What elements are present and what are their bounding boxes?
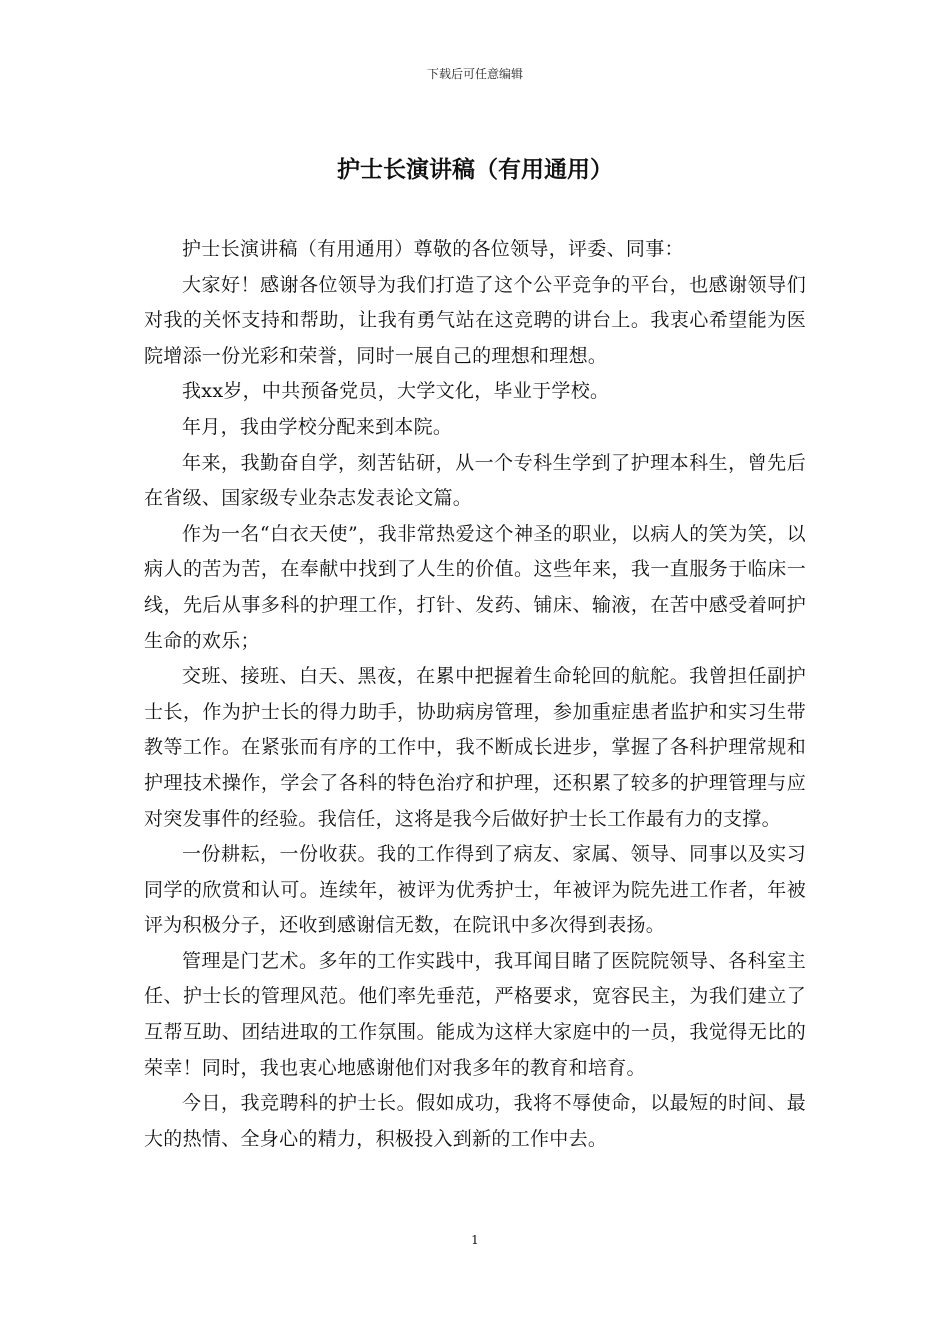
paragraph: 交班、接班、白天、黑夜，在累中把握着生命轮回的航舵。我曾担任副护士长，作为护士长的得力助手，协助病房管理，参加重症患者监护和实习生带教等工作。在紧张而有序的工作中，我不断成长进步，掌握了各科护理常规和护理技术操作，学会了各科的特色治疗和护理，还积累了较多的护理管理与应对突发事件的经验。我信任，这将是我今后做好护士长工作最有力的支撑。 xyxy=(144,665,806,830)
paragraph: 我xx岁，中共预备党员，大学文化，毕业于学校。 xyxy=(182,380,610,403)
paragraph: 今日，我竞聘科的护士长。假如成功，我将不辱使命，以最短的时间、最大的热情、全身心的精力，积极投入到新的工作中去。 xyxy=(144,1092,806,1150)
document-body xyxy=(144,232,806,1157)
page-number: 1 xyxy=(471,1233,479,1247)
paragraph: 大家好！感谢各位领导为我们打造了这个公平竞争的平台，也感谢领导们对我的关怀支持和帮助，让我有勇气站在这竞聘的讲台上。我衷心希望能为医院增添一份光彩和荣誉，同时一展自己的理想和理想。 xyxy=(144,273,806,367)
paragraph: 年来，我勤奋自学，刻苦钻研，从一个专科生学到了护理本科生，曾先后在省级、国家级专业杂志发表论文篇。 xyxy=(144,451,806,510)
page-header-note: 下载后可任意编辑 xyxy=(426,67,523,81)
paragraph: 作为一名“白衣天使”，我非常热爱这个神圣的职业，以病人的笑为笑，以病人的苦为苦，在奉献中找到了人生的价值。这些年来，我一直服务于临床一线，先后从事多科的护理工作，打针、发药、铺床、输液，在苦中感受着呵护生命的欢乐； xyxy=(144,522,806,652)
paragraph-salutation: 护士长演讲稿（有用通用）尊敬的各位领导，评委、同事： xyxy=(182,238,684,260)
paragraph: 一份耕耘，一份收获。我的工作得到了病友、家属、领导、同事以及实习同学的欣赏和认可。连续年，被评为优秀护士，年被评为院先进工作者，年被评为积极分子，还收到感谢信无数，在院讯中多次得到表扬。 xyxy=(144,843,806,937)
paragraph: 年月，我由学校分配来到本院。 xyxy=(182,415,453,438)
document-title: 护士长演讲稿（有用通用） xyxy=(337,157,613,183)
paragraph: 管理是门艺术。多年的工作实践中，我耳闻目睹了医院院领导、各科室主任、护士长的管理风范。他们率先垂范，严格要求，宽容民主，为我们建立了互帮互助、团结进取的工作氛围。能成为这样大家庭中的一员，我觉得无比的荣幸！同时，我也衷心地感谢他们对我多年的教育和培育。 xyxy=(144,949,806,1079)
